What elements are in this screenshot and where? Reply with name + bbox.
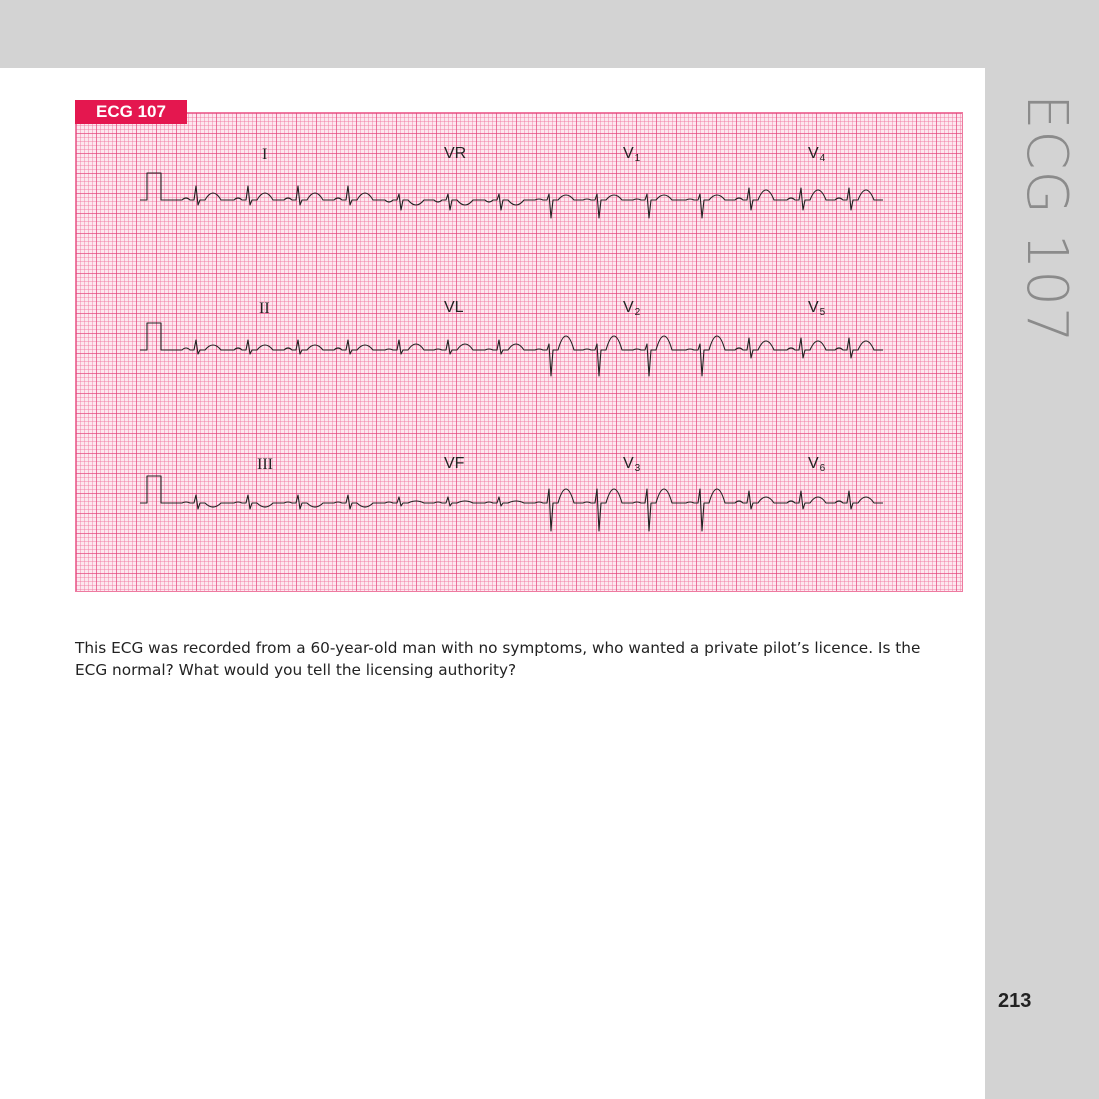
question-text: This ECG was recorded from a 60-year-old man with no symptoms, who wanted a private pilot’s licence. Is the ECG normal? What would you tell the licensing authority? <box>75 639 921 680</box>
lead-label-vl: VL <box>444 299 464 316</box>
lead-label-vr: VR <box>444 145 467 162</box>
lead-label-v4: $V_4$ <box>808 145 826 164</box>
lead-label-v1: $V_1$ <box>623 145 641 164</box>
lead-label-v6: $V_6$ <box>808 455 826 474</box>
lead-label-v3: $V_3$ <box>623 455 641 474</box>
ecg-trace-row-2 <box>140 323 883 376</box>
lead-label-v2: $V_2$ <box>623 299 641 318</box>
lead-label-ii: II <box>259 300 270 317</box>
ecg-tag: ECG 107 <box>75 100 187 124</box>
lead-label-i: I <box>262 146 268 163</box>
page-number: 213 <box>998 990 1032 1012</box>
lead-label-v5: $V_5$ <box>808 299 826 318</box>
lead-label-iii: III <box>257 456 273 473</box>
side-title: ECG 107 <box>1014 94 1079 344</box>
ecg-traces <box>75 112 963 592</box>
ecg-trace-row-1 <box>140 173 883 218</box>
ecg-trace-row-3 <box>140 476 883 531</box>
lead-label-vf: VF <box>444 455 465 472</box>
top-margin-band <box>0 0 1099 68</box>
